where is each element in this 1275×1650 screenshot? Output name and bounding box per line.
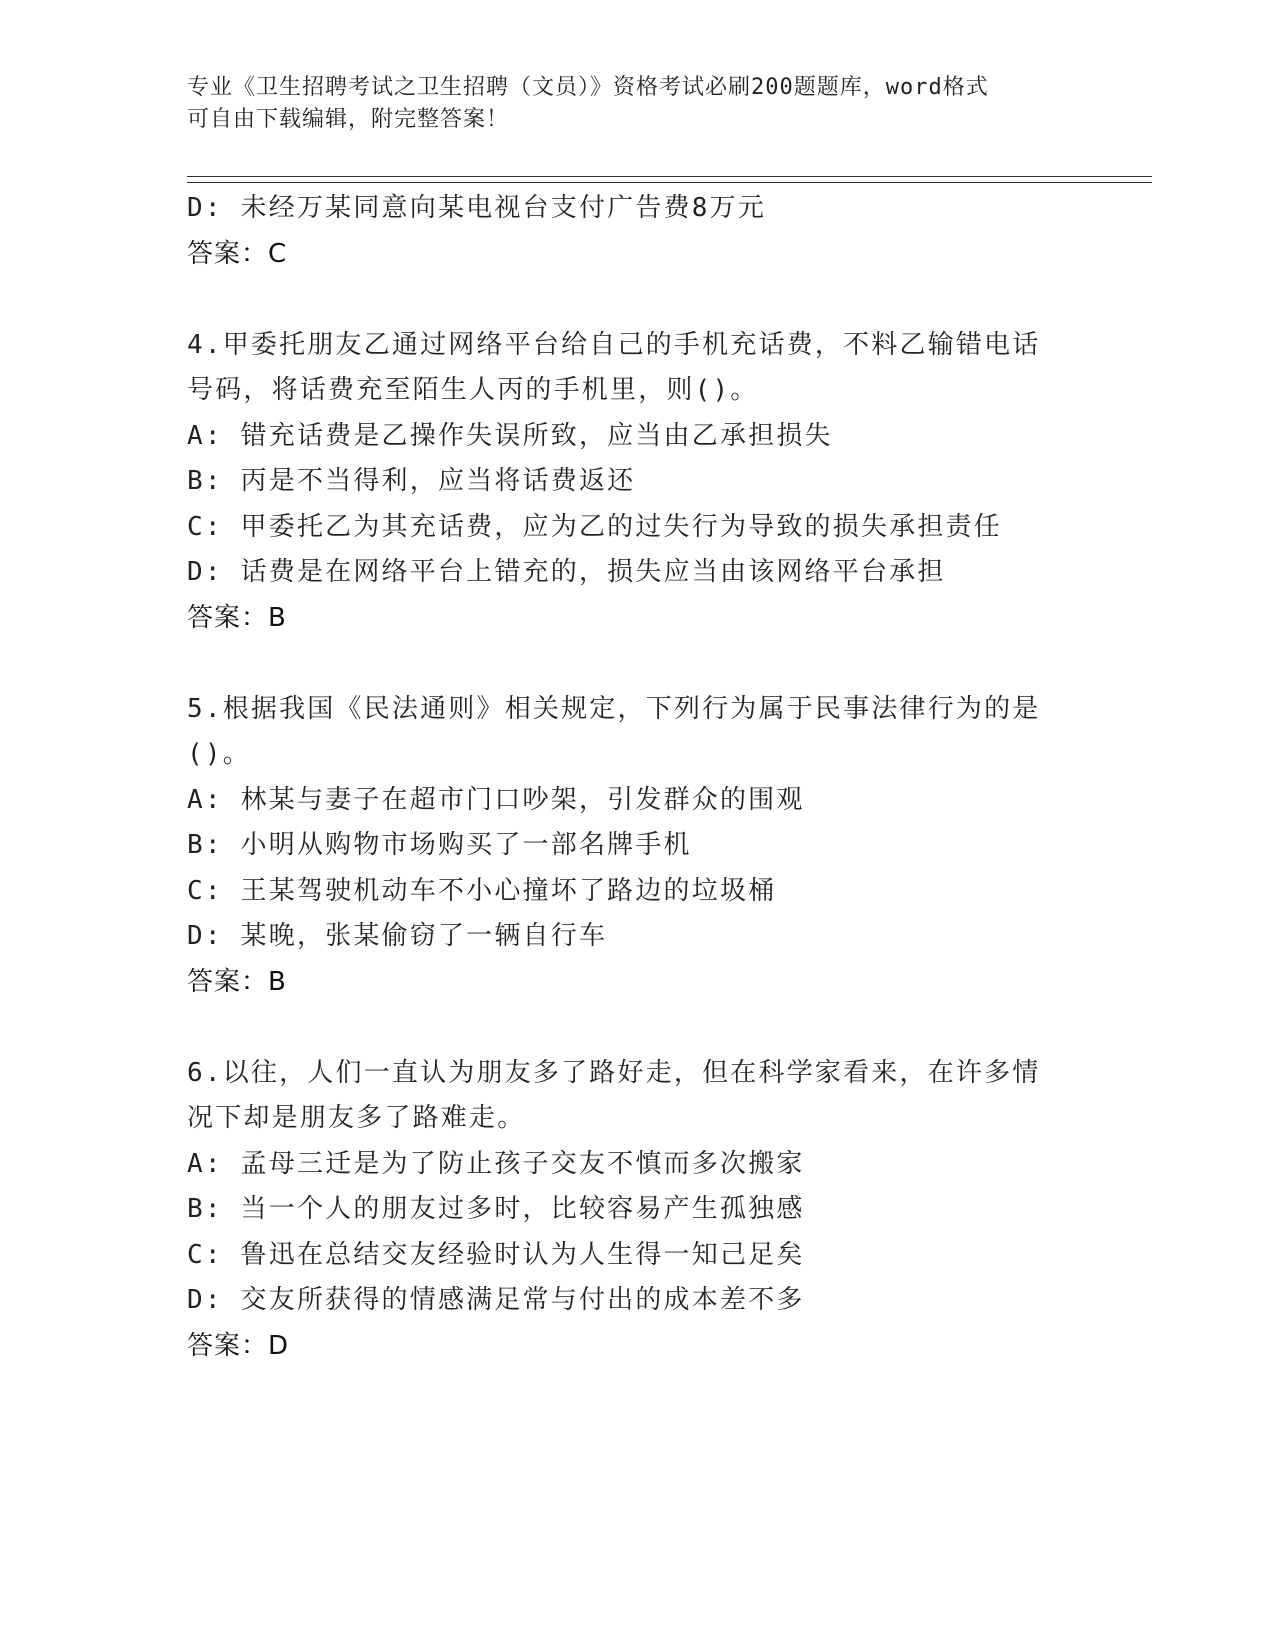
header-divider-top bbox=[187, 176, 1152, 177]
question-stem-line: 况下却是朋友多了路难走。 bbox=[187, 1103, 526, 1133]
header-divider-bottom bbox=[187, 182, 1152, 183]
spacer bbox=[187, 277, 1087, 323]
option-a: A: 林某与妻子在超市门口吵架，引发群众的围观 bbox=[187, 784, 805, 815]
answer-line: 答案：B bbox=[187, 966, 287, 997]
option-d: D: 交友所获得的情感满足常与付出的成本差不多 bbox=[187, 1285, 805, 1315]
answer-line: 答案：C bbox=[187, 238, 288, 269]
option-c: C: 王某驾驶机动车不小心撞坏了路边的垃圾桶 bbox=[187, 875, 777, 906]
document-body bbox=[187, 186, 1087, 1369]
option-b: B: 小明从购物市场购买了一部名牌手机 bbox=[187, 830, 692, 860]
answer-line: 答案：D bbox=[187, 1330, 290, 1361]
option-a: A: 孟母三迁是为了防止孩子交友不慎而多次搬家 bbox=[187, 1148, 805, 1179]
option-d: D: 话费是在网络平台上错充的，损失应当由该网络平台承担 bbox=[187, 557, 946, 587]
answer-line: 答案：B bbox=[187, 602, 287, 633]
option-c: C: 甲委托乙为其充话费，应为乙的过失行为导致的损失承担责任 bbox=[187, 511, 1002, 542]
question-6 bbox=[187, 1051, 1087, 1370]
previous-question-tail bbox=[187, 186, 1087, 277]
header-line-1: 专业《卫生招聘考试之卫生招聘（文员）》资格考试必刷200题题库，word格式 bbox=[187, 75, 989, 100]
question-stem-line: 号码，将话费充至陌生人丙的手机里，则()。 bbox=[187, 375, 759, 405]
header-line-2: 可自由下载编辑，附完整答案！ bbox=[187, 107, 510, 132]
document-header bbox=[187, 72, 1067, 136]
question-stem-line: 6.以往，人们一直认为朋友多了路好走，但在科学家看来，在许多情 bbox=[187, 1057, 1041, 1088]
option-b: B: 丙是不当得利，应当将话费返还 bbox=[187, 466, 636, 496]
option-b: B: 当一个人的朋友过多时，比较容易产生孤独感 bbox=[187, 1194, 805, 1224]
option-c: C: 鲁迅在总结交友经验时认为人生得一知己足矣 bbox=[187, 1239, 805, 1270]
option-d: D: 未经万某同意向某电视台支付广告费8万元 bbox=[187, 193, 767, 223]
spacer bbox=[187, 641, 1087, 687]
question-stem-line: ()。 bbox=[187, 739, 251, 769]
option-a: A: 错充话费是乙操作失误所致，应当由乙承担损失 bbox=[187, 420, 833, 451]
option-d: D: 某晚，张某偷窃了一辆自行车 bbox=[187, 921, 608, 951]
spacer bbox=[187, 1005, 1087, 1051]
question-stem-line: 5.根据我国《民法通则》相关规定，下列行为属于民事法律行为的是 bbox=[187, 693, 1041, 724]
question-4 bbox=[187, 323, 1087, 642]
question-5 bbox=[187, 687, 1087, 1006]
question-stem-line: 4.甲委托朋友乙通过网络平台给自己的手机充话费，不料乙输错电话 bbox=[187, 329, 1041, 360]
